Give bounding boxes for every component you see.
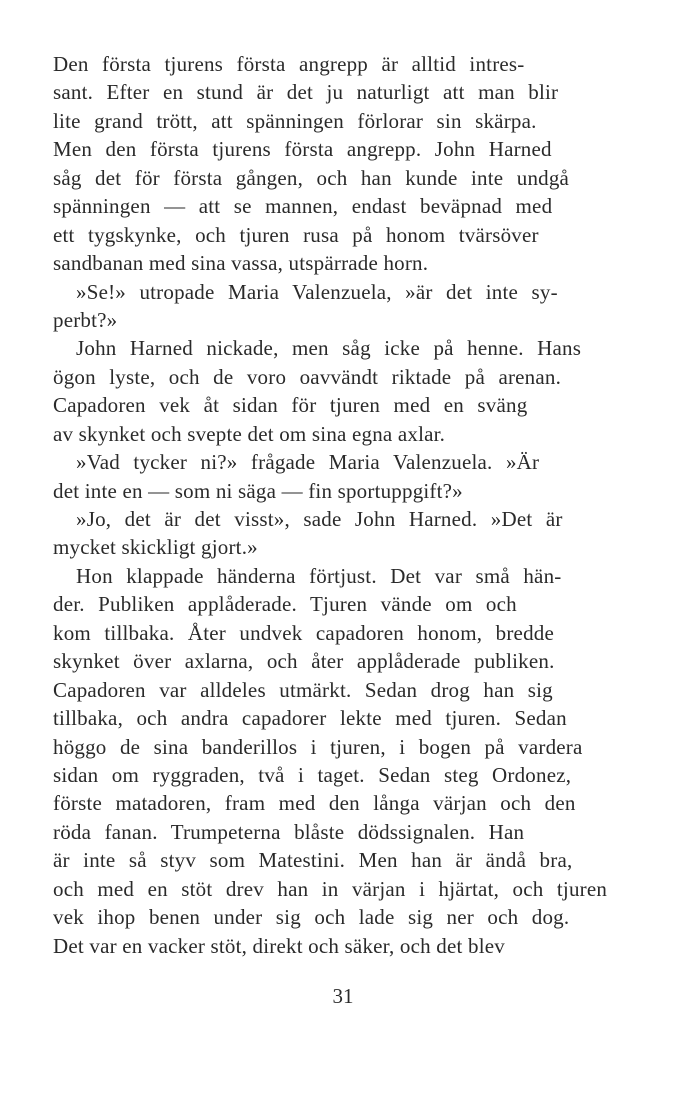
text-line: och med en stöt drev han in värjan i hjärtat, och tjuren <box>53 876 608 901</box>
text-line: »Se!» utropade Maria Valenzuela, »är det inte sy- <box>76 279 558 304</box>
page-number: 31 <box>332 984 354 1008</box>
text-line: tillbaka, och andra capadorer lekte med tjuren. Sedan <box>53 706 567 731</box>
text-line: ögon lyste, och de voro oavvändt riktade på arenan. <box>53 364 562 389</box>
text-line: höggo de sina banderillos i tjuren, i bogen på vardera <box>53 734 583 759</box>
text-line: förste matadoren, fram med den långa värjan och den <box>53 791 576 816</box>
body-text <box>53 50 619 960</box>
text-line: sant. Efter en stund är det ju naturligt att man blir <box>53 80 559 105</box>
text-line: Men den första tjurens första angrepp. John Harned <box>53 137 552 162</box>
text-line: »Jo, det är det visst», sade John Harned. »Det är <box>76 507 563 531</box>
text-line: mycket skickligt gjort.» <box>53 535 258 560</box>
text-line: perbt?» <box>53 307 118 332</box>
text-line: der. Publiken applåderade. Tjuren vände om och <box>53 592 517 617</box>
text-line: John Harned nickade, men såg icke på henne. Hans <box>76 336 582 361</box>
text-line: vek ihop benen under sig och lade sig ner och dog. <box>53 905 570 930</box>
text-line: Det var en vacker stöt, direkt och säker, och det blev <box>53 933 505 958</box>
text-line: lite grand trött, att spänningen förlorar sin skärpa. <box>53 108 537 133</box>
text-line: röda fanan. Trumpeterna blåste dödssignalen. Han <box>53 819 525 844</box>
text-line: skynket över axlarna, och åter applåderade publiken. <box>53 649 555 674</box>
text-line: sidan om ryggraden, två i taget. Sedan steg Ordonez, <box>53 762 572 787</box>
text-line: kom tillbaka. Åter undvek capadoren honom, bredde <box>53 620 554 645</box>
text-line: Capadoren var alldeles utmärkt. Sedan drog han sig <box>53 677 553 702</box>
text-line: ett tygskynke, och tjuren rusa på honom tvärsöver <box>53 222 539 247</box>
text-line: såg det för första gången, och han kunde inte undgå <box>53 165 570 190</box>
text-line: det inte en — som ni säga — fin sportuppgift?» <box>53 478 463 503</box>
text-line: spänningen — att se mannen, endast beväpnad med <box>53 194 553 219</box>
text-line: »Vad tycker ni?» frågade Maria Valenzuela. »Är <box>76 450 540 475</box>
text-line: är inte så styv som Matestini. Men han är ändå bra, <box>53 848 573 873</box>
text-line: Den första tjurens första angrepp är alltid intres- <box>53 52 525 76</box>
text-line: Hon klappade händerna förtjust. Det var små hän- <box>76 563 562 588</box>
text-line: sandbanan med sina vassa, utspärrade horn. <box>53 251 429 276</box>
text-line: av skynket och svepte det om sina egna axlar. <box>53 421 446 446</box>
text-line: Capadoren vek åt sidan för tjuren med en sväng <box>53 393 528 418</box>
